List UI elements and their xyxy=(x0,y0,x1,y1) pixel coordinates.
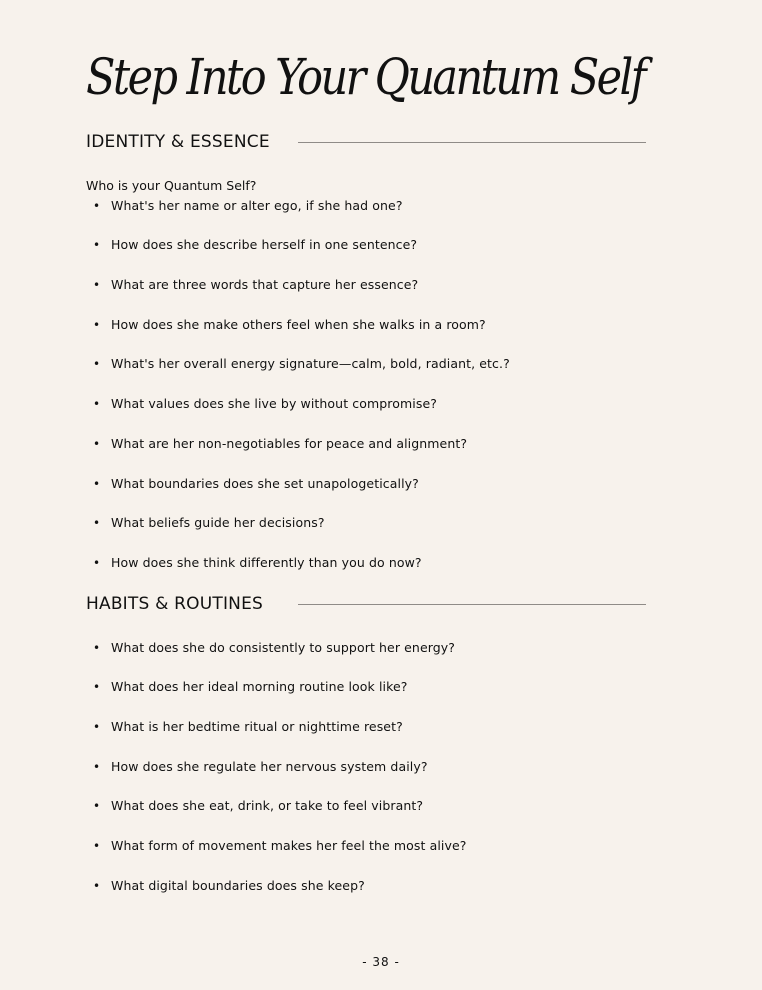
question-text: What boundaries does she set unapologetically? xyxy=(111,476,419,491)
list-item xyxy=(93,435,693,453)
list-item xyxy=(93,514,693,532)
question-text: What does she eat, drink, or take to feel vibrant? xyxy=(111,798,424,813)
question-text: What's her name or alter ego, if she had one? xyxy=(111,198,403,213)
question-text: What digital boundaries does she keep? xyxy=(111,878,365,893)
question-text: What are three words that capture her essence? xyxy=(111,277,419,292)
question-text: What does she do consistently to support her energy? xyxy=(111,640,456,655)
bullet-icon: • xyxy=(93,799,101,813)
bullet-icon: • xyxy=(93,278,101,292)
question-text: How does she make others feel when she walks in a room? xyxy=(111,317,486,332)
section-divider xyxy=(298,142,646,143)
bullet-icon: • xyxy=(93,680,101,694)
bullet-icon: • xyxy=(93,357,101,371)
bullet-icon: • xyxy=(93,720,101,734)
question-text: How does she regulate her nervous system daily? xyxy=(111,759,428,774)
bullet-icon: • xyxy=(93,760,101,774)
bullet-icon: • xyxy=(93,516,101,530)
list-item xyxy=(93,475,693,493)
bullet-icon: • xyxy=(93,238,101,252)
question-text: How does she describe herself in one sentence? xyxy=(111,237,418,252)
list-item xyxy=(93,837,693,855)
question-text: What values does she live by without compromise? xyxy=(111,396,438,411)
bullet-icon: • xyxy=(93,318,101,332)
question-text: What does her ideal morning routine look like? xyxy=(111,679,408,694)
page-title: Step Into Your Quantum Self xyxy=(86,48,644,106)
bullet-icon: • xyxy=(93,641,101,655)
list-item xyxy=(93,197,693,215)
bullet-icon: • xyxy=(93,397,101,411)
list-item xyxy=(93,877,693,895)
list-item xyxy=(93,355,693,373)
list-item xyxy=(93,316,693,334)
bullet-icon: • xyxy=(93,437,101,451)
page-number: - 38 - xyxy=(362,955,400,969)
section-title: HABITS & ROUTINES xyxy=(86,594,264,614)
list-item xyxy=(93,236,693,254)
section-heading-identity-essence xyxy=(86,131,646,153)
bullet-icon: • xyxy=(93,839,101,853)
question-text: What's her overall energy signature—calm, bold, radiant, etc.? xyxy=(111,356,510,371)
bullet-icon: • xyxy=(93,556,101,570)
list-item xyxy=(93,678,693,696)
list-item xyxy=(93,718,693,736)
list-item xyxy=(93,554,693,572)
list-item xyxy=(93,797,693,815)
question-text: What are her non-negotiables for peace and alignment? xyxy=(111,436,468,451)
list-item xyxy=(93,639,693,657)
question-text: How does she think differently than you do now? xyxy=(111,555,422,570)
bullet-icon: • xyxy=(93,477,101,491)
question-text: What form of movement makes her feel the most alive? xyxy=(111,838,467,853)
bullet-icon: • xyxy=(93,199,101,213)
list-item xyxy=(93,395,693,413)
list-item xyxy=(93,758,693,776)
bullet-icon: • xyxy=(93,879,101,893)
section-title: IDENTITY & ESSENCE xyxy=(86,132,270,152)
list-item xyxy=(93,276,693,294)
question-text: What is her bedtime ritual or nighttime reset? xyxy=(111,719,403,734)
section-intro: Who is your Quantum Self? xyxy=(86,178,257,193)
section-divider xyxy=(298,604,646,605)
question-text: What beliefs guide her decisions? xyxy=(111,515,325,530)
section-heading-habits-routines xyxy=(86,593,646,615)
